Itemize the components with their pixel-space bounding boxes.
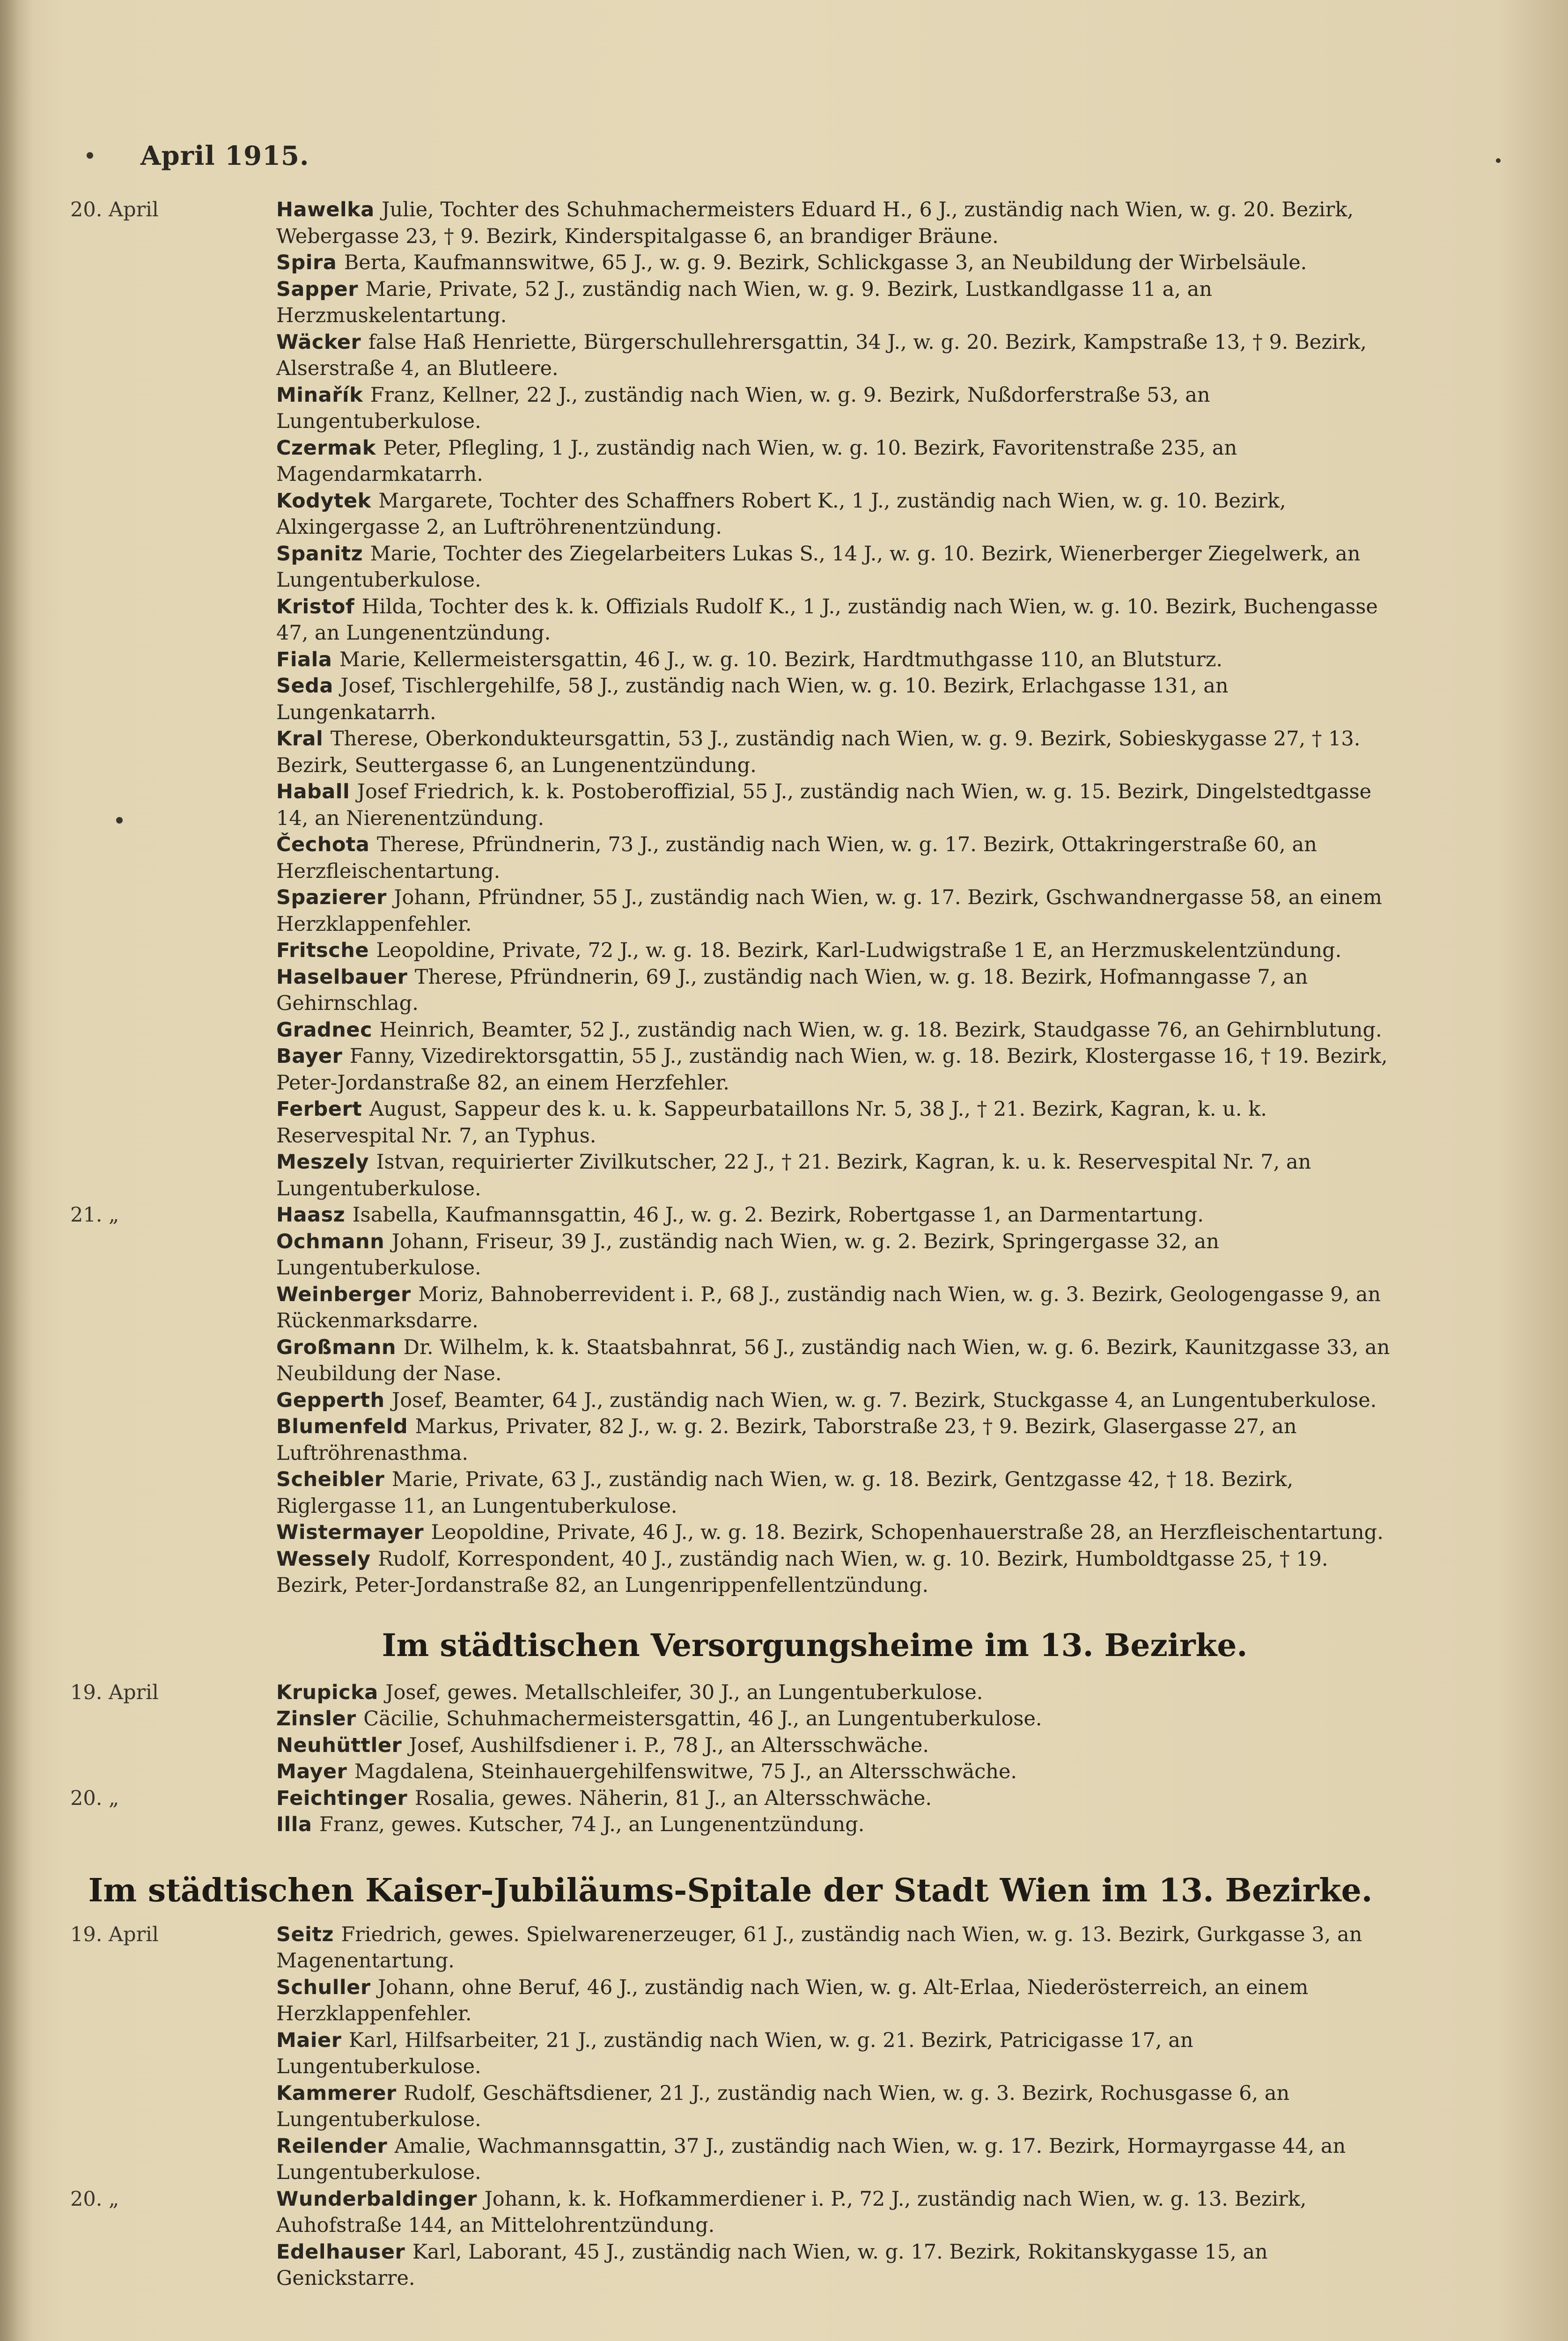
entry-body	[276, 1336, 1390, 1386]
entry-surname: Reilender	[276, 2134, 388, 2158]
register-entry	[70, 488, 1391, 541]
entry-text: Cäcilie, Schuhmachermeistersgattin, 46 J., an Lungentuberkulose.	[363, 1707, 1042, 1730]
entry-body	[276, 1976, 1308, 2026]
register-entry	[70, 1811, 1391, 1838]
entry-text: Leopoldine, Private, 46 J., w. g. 18. Bezirk, Schopenhauerstraße 28, an Herzfleischentartung.	[431, 1521, 1384, 1544]
entry-body	[276, 886, 1382, 936]
entry-text: Josef Friedrich, k. k. Postoberoffizial, 55 J., zuständig nach Wien, w. g. 15. Bezirk, Dingelstedtgasse 14, an Nierenentzündung.	[276, 780, 1372, 830]
entry-text: Rosalia, gewes. Näherin, 81 J., an Altersschwäche.	[414, 1786, 932, 1810]
register-entry	[70, 2186, 1391, 2239]
register-entry	[70, 382, 1391, 435]
entry-body	[276, 780, 1371, 830]
entry-body	[276, 1018, 1382, 1042]
entry-text: Franz, Kellner, 22 J., zuständig nach Wien, w. g. 9. Bezirk, Nußdorferstraße 53, an Lungentuberkulose.	[276, 383, 1210, 433]
entry-surname: Weinberger	[276, 1282, 411, 1306]
entry-surname: Fiala	[276, 648, 332, 671]
entry-text: Leopoldine, Private, 72 J., w. g. 18. Bezirk, Karl-Ludwigstraße 1 E, an Herzmuskelentzündung.	[376, 939, 1342, 962]
entry-text: Josef, Aushilfsdiener i. P., 78 J., an Altersschwäche.	[409, 1733, 929, 1757]
entry-body	[276, 648, 1222, 671]
entry-body	[276, 331, 1367, 381]
entry-body	[276, 198, 1354, 248]
entry-text: Isabella, Kaufmannsgattin, 46 J., w. g. 2. Bezirk, Robertgasse 1, an Darmentartung.	[352, 1203, 1204, 1227]
ink-dot	[87, 152, 93, 159]
register-entry	[70, 1519, 1391, 1546]
entry-text: Margarete, Tochter des Schaffners Robert K., 1 J., zuständig nach Wien, w. g. 10. Bezirk, Alxingergasse 2, an Luftröhrenentzündung.	[276, 489, 1286, 539]
entry-surname: Mayer	[276, 1760, 347, 1783]
entry-date: 20. „	[70, 1786, 119, 1810]
entry-body	[276, 965, 1308, 1016]
entry-body	[276, 1760, 1017, 1783]
register-entry	[70, 2133, 1391, 2186]
entry-body	[276, 1707, 1042, 1730]
ink-dot	[1496, 158, 1501, 163]
entry-surname: Ferbert	[276, 1097, 362, 1121]
register-entry	[70, 329, 1391, 382]
entry-body	[276, 2082, 1289, 2132]
entry-text: Johann, k. k. Hofkammerdiener i. P., 72 J., zuständig nach Wien, w. g. 13. Bezirk, Auhofstraße 144, an Mittelohrentzündung.	[276, 2187, 1307, 2237]
entry-text: Moriz, Bahnoberrevident i. P., 68 J., zuständig nach Wien, w. g. 3. Bezirk, Geologengasse 9, an Rückenmarksdarre.	[276, 1282, 1381, 1332]
entry-body	[276, 542, 1361, 592]
register-entry	[70, 2027, 1391, 2080]
entry-surname: Čechota	[276, 833, 370, 856]
register-entry	[70, 779, 1391, 832]
register-entry	[70, 1921, 1391, 1974]
entry-text: Marie, Kellermeistersgattin, 46 J., w. g. 10. Bezirk, Hardtmuthgasse 110, an Blutsturz.	[339, 648, 1223, 671]
entry-text: Marie, Private, 63 J., zuständig nach Wien, w. g. 18. Bezirk, Gentzgasse 42, † 18. Bezirk, Riglergasse 11, an Lungentuberkulose.	[276, 1468, 1294, 1518]
entry-text: Marie, Tochter des Ziegelarbeiters Lukas S., 14 J., w. g. 10. Bezirk, Wienerberger Ziegelwerk, an Lungentuberkulose.	[276, 542, 1361, 592]
entry-body	[276, 2029, 1193, 2079]
entry-surname: Seitz	[276, 1922, 334, 1946]
entry-body	[276, 2187, 1306, 2238]
entry-body	[276, 1097, 1267, 1148]
entry-surname: Scheibler	[276, 1468, 385, 1491]
register-entry	[70, 1785, 1391, 1812]
entry-text: Rudolf, Korrespondent, 40 J., zuständig nach Wien, w. g. 10. Bezirk, Humboldtgasse 25, † 19. Bezirk, Peter-Jordanstraße 82, an Lungenrippenfellentzündung.	[276, 1547, 1328, 1597]
entry-body	[276, 1203, 1204, 1227]
entry-body	[276, 1415, 1297, 1465]
entry-surname: Wistermayer	[276, 1521, 424, 1544]
entry-surname: Spanitz	[276, 542, 363, 566]
page-edge-shadow	[0, 0, 33, 2341]
entry-surname: Feichtinger	[276, 1786, 408, 1810]
entry-surname: Meszely	[276, 1150, 369, 1174]
register-entry	[70, 1974, 1391, 2027]
register-entry	[70, 1466, 1391, 1519]
entry-surname: Minařík	[276, 383, 363, 407]
entry-body	[276, 1923, 1362, 1973]
entry-text: Franz, gewes. Kutscher, 74 J., an Lungenentzündung.	[319, 1813, 865, 1836]
entry-text: Therese, Pfründnerin, 69 J., zuständig nach Wien, w. g. 18. Bezirk, Hofmanngasse 7, an Gehirnschlag.	[276, 965, 1308, 1015]
entry-date: 19. April	[70, 1680, 159, 1704]
entry-surname: Haball	[276, 780, 350, 803]
entry-surname: Ochmann	[276, 1229, 385, 1253]
entry-surname: Seda	[276, 674, 333, 698]
entry-surname: Kristof	[276, 595, 355, 618]
entry-body	[276, 489, 1286, 539]
entry-text: Marie, Private, 52 J., zuständig nach Wien, w. g. 9. Bezirk, Lustkandlgasse 11 a, an Herzmuskelentartung.	[276, 277, 1212, 327]
entry-surname: Kodytek	[276, 489, 371, 513]
entry-date: 21. „	[70, 1203, 119, 1227]
entry-date: 20. „	[70, 2187, 119, 2211]
entry-body	[276, 1681, 983, 1704]
entry-body	[276, 1521, 1384, 1544]
entry-surname: Großmann	[276, 1335, 397, 1359]
entry-body	[276, 383, 1210, 434]
entry-text: false Haß Henriette, Bürgerschullehrersgattin, 34 J., w. g. 20. Bezirk, Kampstraße 13, † 9. Bezirk, Alserstraße 4, an Blutleere.	[276, 330, 1367, 380]
entry-text: Magdalena, Steinhauergehilfenswitwe, 75 J., an Altersschwäche.	[354, 1760, 1017, 1783]
page-header: April 1915.	[140, 140, 309, 171]
entry-body	[276, 2135, 1346, 2185]
entry-text: Hilda, Tochter des k. k. Offizials Rudolf K., 1 J., zuständig nach Wien, w. g. 10. Bezirk, Buchengasse 47, an Lungenentzündung.	[276, 595, 1378, 645]
register-entry	[70, 937, 1391, 964]
entry-body	[276, 1389, 1377, 1412]
entry-surname: Wunderbaldinger	[276, 2187, 478, 2211]
register-entry	[70, 1546, 1391, 1599]
entry-surname: Kral	[276, 727, 324, 751]
register-content	[70, 197, 1391, 2292]
death-register-list	[70, 197, 1391, 1599]
register-entry	[70, 276, 1391, 329]
entry-text: Johann, Friseur, 39 J., zuständig nach Wien, w. g. 2. Bezirk, Springergasse 32, an Lungentuberkulose.	[276, 1229, 1219, 1280]
entry-surname: Hawelka	[276, 198, 375, 221]
entry-text: Josef, gewes. Metallschleifer, 30 J., an Lungentuberkulose.	[385, 1680, 983, 1704]
versorgungsheim-list	[70, 1679, 1391, 1838]
entry-text: Josef, Tischlergehilfe, 58 J., zuständig nach Wien, w. g. 10. Bezirk, Erlachgasse 131, an Lungenkatarrh.	[276, 674, 1229, 724]
entry-body	[276, 595, 1378, 645]
entry-surname: Spazierer	[276, 886, 387, 909]
entry-body	[276, 1283, 1381, 1333]
entry-text: Therese, Pfründnerin, 73 J., zuständig nach Wien, w. g. 17. Bezirk, Ottakringerstraße 60, an Herzfleischentartung.	[276, 833, 1317, 883]
entry-surname: Blumenfeld	[276, 1415, 408, 1438]
entry-text: Johann, Pfründner, 55 J., zuständig nach Wien, w. g. 17. Bezirk, Gschwandnergasse 58, an einem Herzklappenfehler.	[276, 886, 1382, 936]
register-entry	[70, 1413, 1391, 1466]
entry-surname: Wäcker	[276, 330, 361, 354]
entry-surname: Gepperth	[276, 1388, 385, 1412]
entry-text: Istvan, requirierter Zivilkutscher, 22 J., † 21. Bezirk, Kagran, k. u. k. Reservespital Nr. 7, an Lungentuberkulose.	[276, 1150, 1311, 1200]
entry-text: Johann, ohne Beruf, 46 J., zuständig nach Wien, w. g. Alt-Erlaa, Niederösterreich, an einem Herzklappenfehler.	[276, 1975, 1309, 2025]
entry-surname: Fritsche	[276, 939, 369, 962]
register-entry	[70, 1706, 1391, 1732]
entry-text: Therese, Oberkondukteursgattin, 53 J., zuständig nach Wien, w. g. 9. Bezirk, Sobieskygasse 27, † 13. Bezirk, Seuttergasse 6, an Lungenentzündung.	[276, 727, 1361, 777]
entry-date: 19. April	[70, 1922, 159, 1946]
entry-body	[276, 1468, 1293, 1518]
entry-body	[276, 2240, 1268, 2290]
register-entry	[70, 1387, 1391, 1414]
entry-body	[276, 251, 1307, 274]
register-entry	[70, 726, 1391, 779]
entry-surname: Spira	[276, 251, 337, 274]
register-entry	[70, 1149, 1391, 1202]
entry-surname: Sapper	[276, 277, 358, 301]
entry-surname: Wessely	[276, 1547, 371, 1571]
entry-text: Josef, Beamter, 64 J., zuständig nach Wien, w. g. 7. Bezirk, Stuckgasse 4, an Lungentuberkulose.	[392, 1388, 1377, 1412]
register-entry	[70, 884, 1391, 937]
register-entry	[70, 1281, 1391, 1334]
register-entry	[70, 1096, 1391, 1149]
entry-body	[276, 1045, 1388, 1095]
entry-surname: Kammerer	[276, 2081, 397, 2105]
entry-surname: Krupicka	[276, 1680, 378, 1704]
register-entry	[70, 832, 1391, 884]
entry-text: Julie, Tochter des Schuhmachermeisters Eduard H., 6 J., zuständig nach Wien, w. g. 20. Bezirk, Webergasse 23, † 9. Bezirk, Kinderspitalgasse 6, an brandiger Bräune.	[276, 198, 1354, 248]
entry-text: Fanny, Vizedirektorsgattin, 55 J., zuständig nach Wien, w. g. 18. Bezirk, Klostergasse 16, † 19. Bezirk, Peter-Jordanstraße 82, an einem Herzfehler.	[276, 1045, 1388, 1095]
register-entry	[70, 647, 1391, 673]
entry-body	[276, 833, 1317, 883]
register-entry	[70, 1017, 1391, 1044]
entry-surname: Illa	[276, 1813, 312, 1836]
entry-surname: Haasz	[276, 1203, 346, 1227]
register-entry	[70, 1229, 1391, 1281]
register-entry	[70, 1732, 1391, 1759]
entry-surname: Maier	[276, 2028, 342, 2052]
kaiser-jubilaeums-spital-list	[70, 1921, 1391, 2292]
entry-body	[276, 939, 1341, 962]
entry-surname: Czermak	[276, 436, 376, 460]
entry-text: Rudolf, Geschäftsdiener, 21 J., zuständig nach Wien, w. g. 3. Bezirk, Rochusgasse 6, an Lungentuberkulose.	[276, 2081, 1290, 2131]
register-entry	[70, 673, 1391, 726]
entry-body	[276, 1230, 1219, 1280]
entry-body	[276, 1787, 932, 1810]
entry-body	[276, 436, 1237, 486]
entry-text: Markus, Privater, 82 J., w. g. 2. Bezirk, Taborstraße 23, † 9. Bezirk, Glasergasse 27, an Luftröhrenasthma.	[276, 1415, 1297, 1465]
register-entry	[70, 1043, 1391, 1096]
entry-surname: Haselbauer	[276, 965, 408, 989]
register-entry	[70, 541, 1391, 594]
entry-body	[276, 727, 1360, 777]
register-entry	[70, 1759, 1391, 1785]
register-entry	[70, 594, 1391, 647]
section-title-versorgungsheim: Im städtischen Versorgungsheime im 13. Bezirke.	[382, 1627, 1248, 1664]
entry-text: Karl, Hilfsarbeiter, 21 J., zuständig nach Wien, w. g. 21. Bezirk, Patricigasse 17, an Lungentuberkulose.	[276, 2028, 1193, 2078]
entry-text: Karl, Laborant, 45 J., zuständig nach Wien, w. g. 17. Bezirk, Rokitanskygasse 15, an Genickstarre.	[276, 2240, 1268, 2290]
entry-surname: Bayer	[276, 1045, 343, 1068]
entry-surname: Neuhüttler	[276, 1733, 402, 1757]
register-entry	[70, 435, 1391, 488]
entry-text: Dr. Wilhelm, k. k. Staatsbahnrat, 56 J., zuständig nach Wien, w. g. 6. Bezirk, Kaunitzgasse 33, an Neubildung der Nase.	[276, 1335, 1390, 1385]
entry-surname: Zinsler	[276, 1707, 356, 1730]
entry-surname: Schuller	[276, 1975, 371, 1999]
entry-text: Heinrich, Beamter, 52 J., zuständig nach Wien, w. g. 18. Bezirk, Staudgasse 76, an Gehirnblutung.	[379, 1018, 1382, 1042]
section-title-kaiser-jubilaeums-spital: Im städtischen Kaiser-Jubiläums-Spitale der Stadt Wien im 13. Bezirke.	[88, 1871, 1373, 1909]
entry-surname: Gradnec	[276, 1018, 373, 1042]
entry-body	[276, 1547, 1328, 1597]
register-entry	[70, 250, 1391, 276]
entry-date: 20. April	[70, 198, 159, 221]
register-entry	[70, 2080, 1391, 2133]
entry-text: Friedrich, gewes. Spielwarenerzeuger, 61 J., zuständig nach Wien, w. g. 13. Bezirk, Gurkgasse 3, an Magenentartung.	[276, 1922, 1362, 1973]
register-entry	[70, 1202, 1391, 1229]
register-entry	[70, 1334, 1391, 1387]
entry-text: Amalie, Wachmannsgattin, 37 J., zuständig nach Wien, w. g. 17. Bezirk, Hormayrgasse 44, an Lungentuberkulose.	[276, 2134, 1346, 2184]
register-entry	[70, 197, 1391, 250]
entry-text: August, Sappeur des k. u. k. Sappeurbataillons Nr. 5, 38 J., † 21. Bezirk, Kagran, k. u. k. Reservespital Nr. 7, an Typhus.	[276, 1097, 1267, 1148]
register-entry	[70, 2239, 1391, 2292]
entry-body	[276, 1734, 929, 1757]
entry-body	[276, 1150, 1311, 1200]
entry-text: Peter, Pflegling, 1 J., zuständig nach Wien, w. g. 10. Bezirk, Favoritenstraße 235, an Magendarmkatarrh.	[276, 436, 1237, 486]
entry-body	[276, 674, 1229, 724]
entry-text: Berta, Kaufmannswitwe, 65 J., w. g. 9. Bezirk, Schlickgasse 3, an Neubildung der Wirbelsäule.	[344, 251, 1307, 274]
entry-body	[276, 1813, 864, 1836]
register-entry	[70, 1679, 1391, 1706]
entry-surname: Edelhauser	[276, 2240, 405, 2264]
register-entry	[70, 964, 1391, 1017]
entry-body	[276, 278, 1212, 328]
